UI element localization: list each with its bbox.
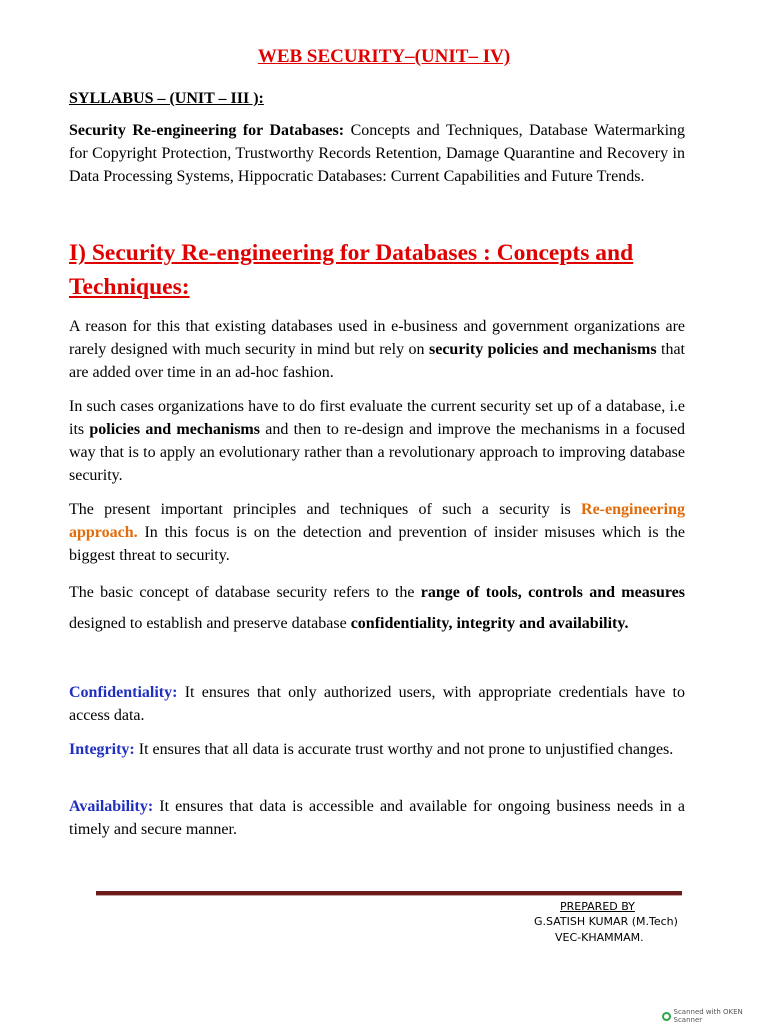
paragraph-reason-bold: security policies and mechanisms bbox=[428, 341, 657, 358]
integrity-definition bbox=[69, 738, 685, 761]
paragraph-reason bbox=[69, 315, 685, 384]
footer-divider bbox=[96, 891, 682, 896]
syllabus-paragraph bbox=[69, 119, 685, 188]
prepared-by-label: PREPARED BY bbox=[560, 900, 635, 913]
syllabus-heading: SYLLABUS – (UNIT – III ): bbox=[69, 90, 264, 107]
paragraph-basic-concept-text-c: designed to establish and preserve database bbox=[69, 615, 351, 632]
paragraph-basic-concept bbox=[69, 577, 685, 639]
paragraph-basic-concept-bold-b: range of tools, controls and measures bbox=[420, 584, 686, 601]
scanner-watermark bbox=[662, 1008, 768, 1024]
paragraph-principles-text-c: In this focus is on the detection and prevention of insider misuses which is the biggest threat to security. bbox=[69, 524, 685, 564]
syllabus-text: Concepts and Techniques, Database Watermarking for Copyright Protection, Trustworthy Records Retention, Damage Quarantine and Recovery in Data Processing Systems, Hippocratic Databases: Current Capabilities and Future Trends. bbox=[69, 122, 686, 185]
author-institution: VEC-KHAMMAM. bbox=[555, 931, 644, 944]
availability-text: It ensures that data is accessible and available for ongoing business needs in a timely and secure manner. bbox=[69, 798, 685, 838]
paragraph-reason-text-a: A reason for this that existing databases used in e-business and government organizations are rarely designed with much security in mind but rely on bbox=[69, 318, 685, 358]
paragraph-evaluate-text-a: In such cases organizations have to do first evaluate the current security set up of a database, i.e its bbox=[69, 398, 685, 438]
re-engineering-highlight: Re-engineering approach. bbox=[69, 501, 685, 541]
scanner-logo-icon bbox=[662, 1012, 671, 1021]
paragraph-evaluate-text-c: and then to re-design and improve the mechanisms in a focused way that is to apply an evolutionary rather than a revolutionary approach to improving database security. bbox=[69, 421, 686, 484]
availability-term: Availability: bbox=[69, 798, 154, 815]
paragraph-principles bbox=[69, 498, 685, 567]
confidentiality-definition bbox=[69, 681, 685, 727]
section-heading: I) Security Re-engineering for Databases : Concepts and Techniques: bbox=[69, 240, 634, 300]
paragraph-evaluate bbox=[69, 395, 685, 487]
paragraph-evaluate-bold: policies and mechanisms bbox=[89, 421, 260, 438]
author-name: G.SATISH KUMAR (M.Tech) bbox=[534, 915, 678, 928]
paragraph-reason-text-c: that are added over time in an ad-hoc fashion. bbox=[69, 341, 686, 381]
confidentiality-text: It ensures that only authorized users, with appropriate credentials have to access data. bbox=[69, 684, 685, 724]
scanner-watermark-text: Scanned with OKEN Scanner bbox=[673, 1008, 743, 1024]
paragraph-principles-text-a: The present important principles and techniques of such a security is bbox=[69, 501, 582, 518]
confidentiality-term: Confidentiality: bbox=[69, 684, 178, 701]
syllabus-lead: Security Re-engineering for Databases: bbox=[69, 122, 345, 139]
paragraph-basic-concept-bold-d: confidentiality, integrity and availability. bbox=[350, 615, 629, 632]
integrity-term: Integrity: bbox=[69, 741, 135, 758]
availability-definition bbox=[69, 795, 685, 841]
integrity-text: It ensures that all data is accurate trust worthy and not prone to unjustified changes. bbox=[134, 741, 674, 758]
paragraph-basic-concept-text-a: The basic concept of database security refers to the bbox=[69, 584, 421, 601]
document-title: WEB SECURITY–(UNIT– IV) bbox=[257, 46, 511, 67]
